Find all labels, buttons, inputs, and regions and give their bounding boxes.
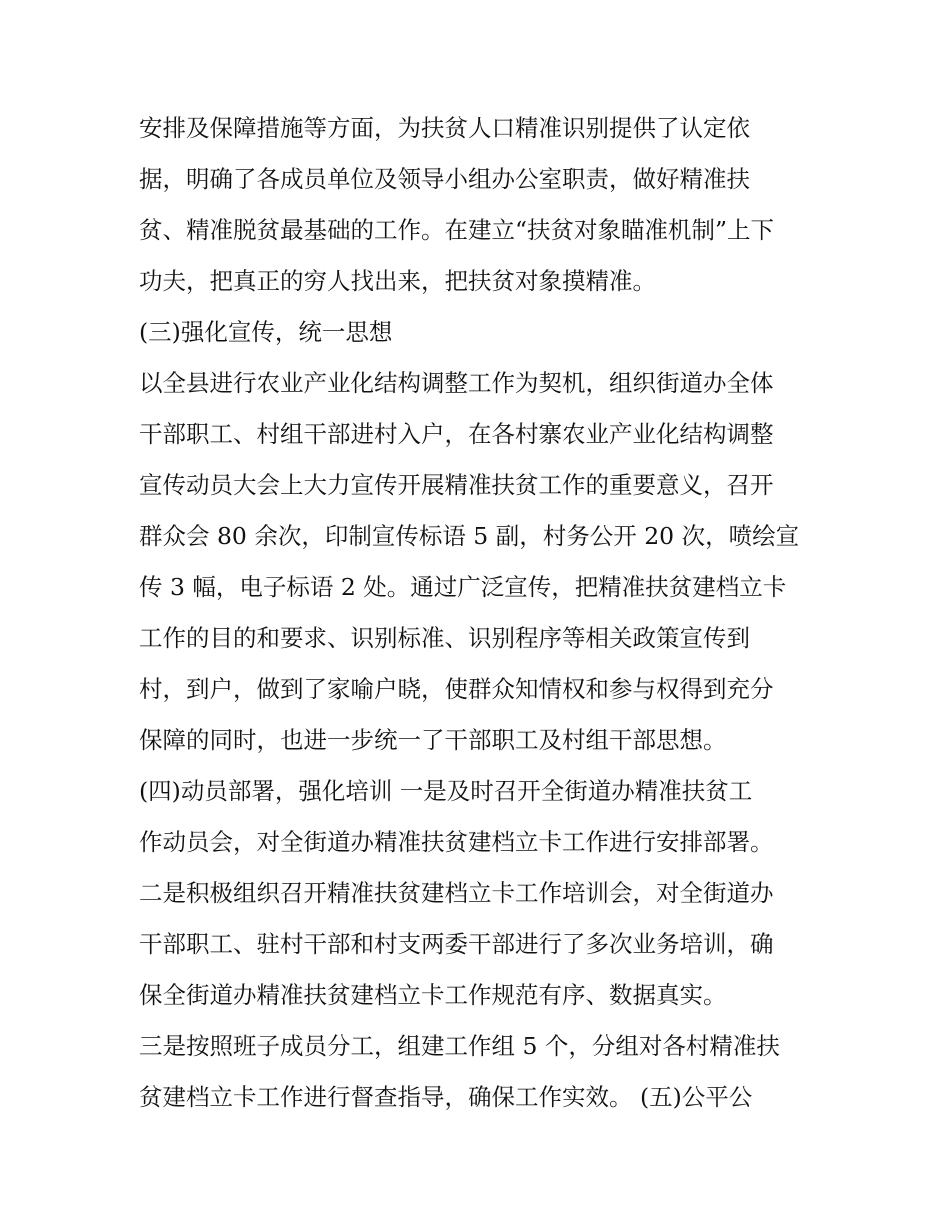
text-line: 保全街道办精准扶贫建档立卡工作规范有序、数据真实。 xyxy=(139,981,727,1009)
text-line: 干部职工、驻村干部和村支两委干部进行了多次业务培训，确 xyxy=(139,930,774,958)
text-line: 作动员会，对全街道办精准扶贫建档立卡工作进行安排部署。 xyxy=(139,828,774,856)
text-line: 传 3 幅，电子标语 2 处。通过广泛宣传，把精准扶贫建档立卡 xyxy=(139,573,787,601)
text-line: 安排及保障措施等方面，为扶贫人口精准识别提供了认定依 xyxy=(139,114,750,142)
text-line: 贫建档立卡工作进行督查指导，确保工作实效。 (五)公平公 xyxy=(139,1083,753,1111)
section-heading: (四)动员部署，强化培训 一是及时召开全街道办精准扶贫工 xyxy=(139,777,753,805)
text-line: 宣传动员大会上大力宣传开展精准扶贫工作的重要意义，召开 xyxy=(139,471,774,499)
text-line: 功夫，把真正的穷人找出来，把扶贫对象摸精准。 xyxy=(139,267,656,295)
text-line: 村，到户，做到了家喻户晓，使群众知情权和参与权得到充分 xyxy=(139,675,774,703)
body-text xyxy=(139,103,839,1123)
text-line: 保障的同时，也进一步统一了干部职工及村组干部思想。 xyxy=(139,726,727,754)
section-heading: (三)强化宣传，统一思想 xyxy=(139,318,393,346)
text-line: 干部职工、村组干部进村入户，在各村寨农业产业化结构调整 xyxy=(139,420,774,448)
text-line: 三是按照班子成员分工，组建工作组 5 个，分组对各村精准扶 xyxy=(139,1032,780,1060)
text-line: 以全县进行农业产业化结构调整工作为契机，组织街道办全体 xyxy=(139,369,774,397)
text-line: 工作的目的和要求、识别标准、识别程序等相关政策宣传到 xyxy=(139,624,750,652)
text-line: 群众会 80 余次，印制宣传标语 5 副，村务公开 20 次，喷绘宣 xyxy=(139,522,800,550)
text-line: 贫、精准脱贫最基础的工作。在建立“扶贫对象瞄准机制”上下 xyxy=(139,216,775,244)
text-line: 二是积极组织召开精准扶贫建档立卡工作培训会，对全街道办 xyxy=(139,879,774,907)
text-line: 据，明确了各成员单位及领导小组办公室职责，做好精准扶 xyxy=(139,165,750,193)
